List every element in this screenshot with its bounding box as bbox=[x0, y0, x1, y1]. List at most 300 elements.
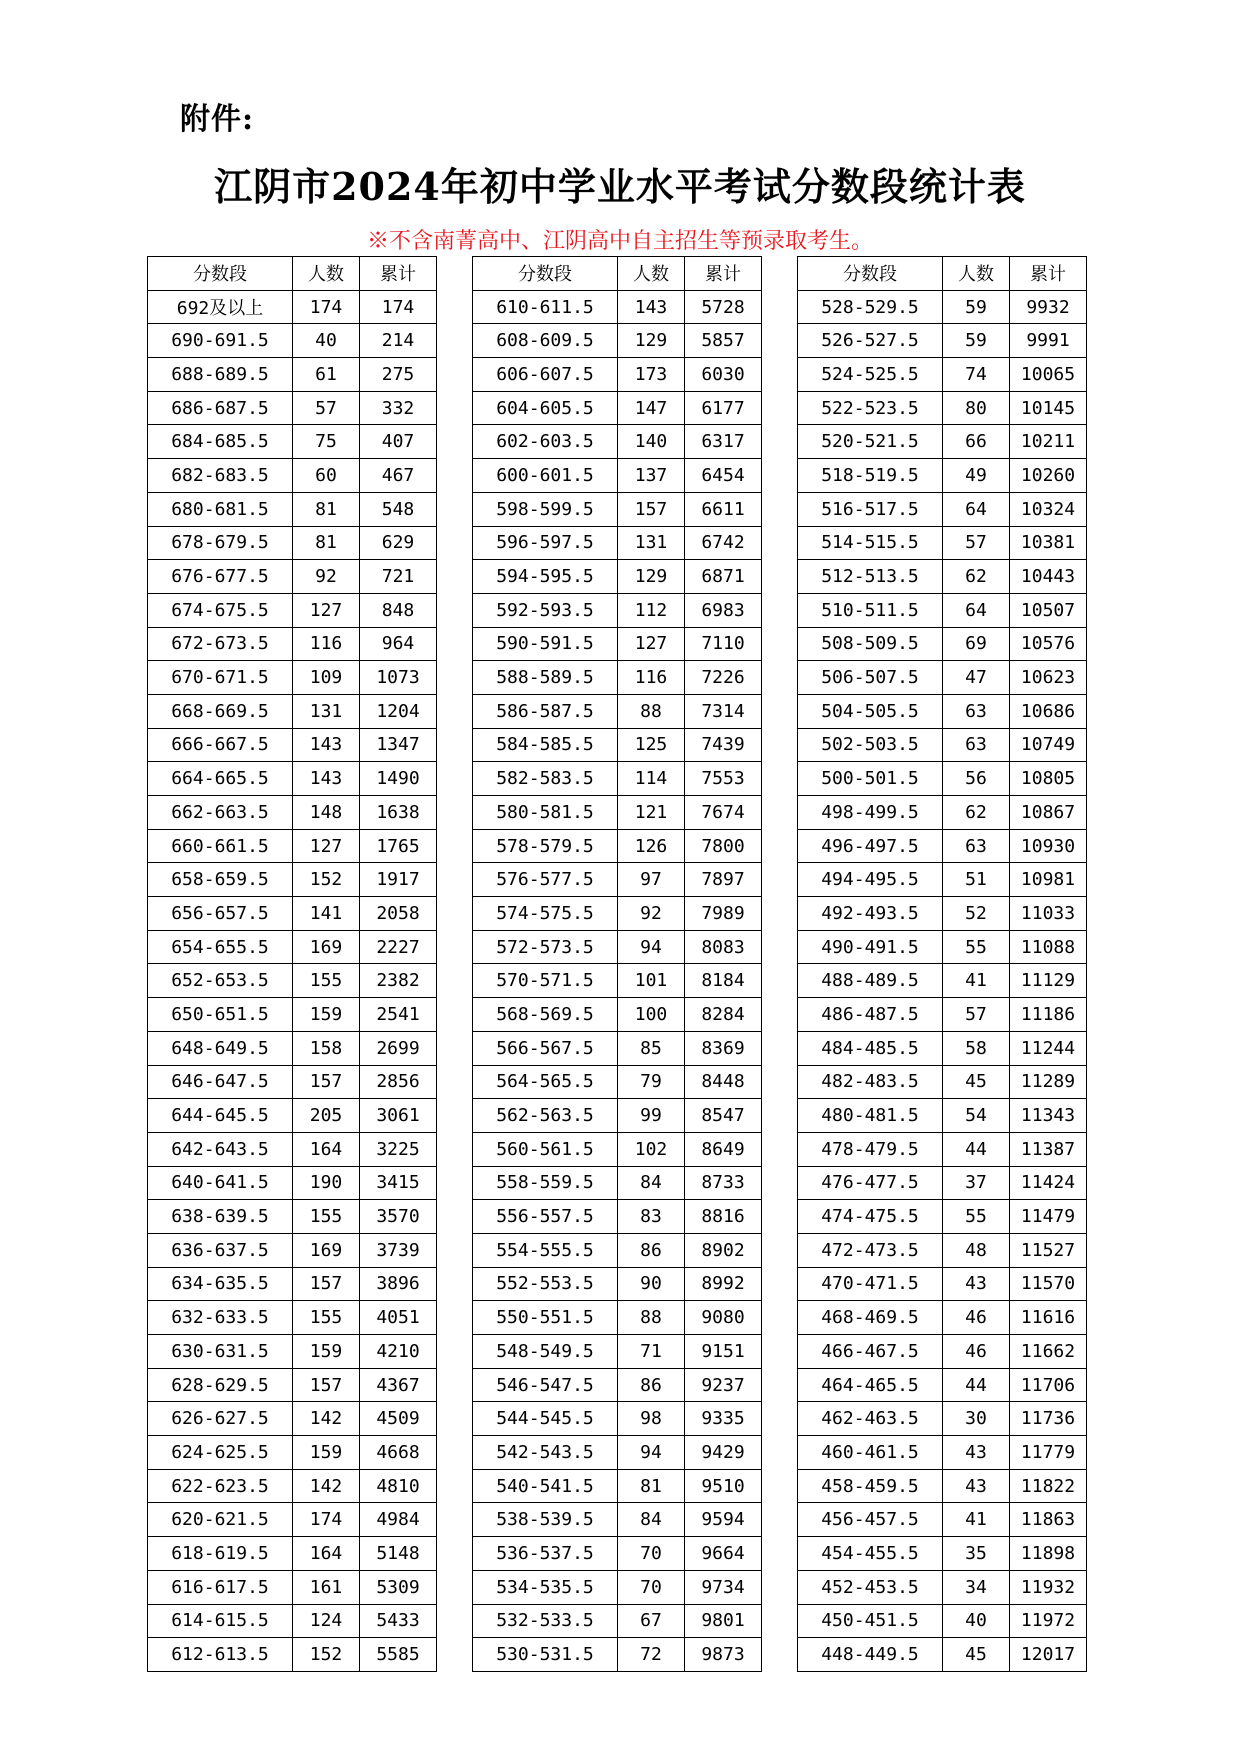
cumulative-cell: 5857 bbox=[685, 324, 762, 358]
table-row bbox=[473, 930, 762, 964]
count-cell: 44 bbox=[943, 1368, 1010, 1402]
table-row bbox=[473, 1436, 762, 1470]
cumulative-cell: 8816 bbox=[685, 1200, 762, 1234]
count-cell: 157 bbox=[618, 492, 685, 526]
table-row bbox=[798, 358, 1087, 392]
cumulative-cell: 11863 bbox=[1010, 1503, 1087, 1537]
table-row bbox=[148, 1099, 437, 1133]
count-cell: 159 bbox=[293, 1436, 360, 1470]
count-cell: 41 bbox=[943, 964, 1010, 998]
cumulative-cell: 6983 bbox=[685, 593, 762, 627]
count-cell: 55 bbox=[943, 930, 1010, 964]
cumulative-cell: 3225 bbox=[360, 1132, 437, 1166]
score-range-cell: 514-515.5 bbox=[798, 526, 943, 560]
table-row bbox=[798, 425, 1087, 459]
cumulative-cell: 11088 bbox=[1010, 930, 1087, 964]
cumulative-cell: 8992 bbox=[685, 1267, 762, 1301]
score-range-cell: 546-547.5 bbox=[473, 1368, 618, 1402]
cumulative-cell: 2382 bbox=[360, 964, 437, 998]
score-range-cell: 482-483.5 bbox=[798, 1065, 943, 1099]
cumulative-cell: 6454 bbox=[685, 459, 762, 493]
cumulative-cell: 10981 bbox=[1010, 863, 1087, 897]
cumulative-cell: 4051 bbox=[360, 1301, 437, 1335]
score-range-cell: 636-637.5 bbox=[148, 1233, 293, 1267]
score-range-cell: 544-545.5 bbox=[473, 1402, 618, 1436]
cumulative-cell: 4984 bbox=[360, 1503, 437, 1537]
count-cell: 140 bbox=[618, 425, 685, 459]
score-range-cell: 488-489.5 bbox=[798, 964, 943, 998]
cumulative-cell: 9510 bbox=[685, 1469, 762, 1503]
table-row bbox=[798, 1638, 1087, 1672]
count-cell: 131 bbox=[293, 694, 360, 728]
cumulative-cell: 7897 bbox=[685, 863, 762, 897]
cumulative-cell: 10381 bbox=[1010, 526, 1087, 560]
count-cell: 81 bbox=[293, 492, 360, 526]
table-row bbox=[148, 897, 437, 931]
cumulative-cell: 8649 bbox=[685, 1132, 762, 1166]
cumulative-cell: 6742 bbox=[685, 526, 762, 560]
count-cell: 174 bbox=[293, 290, 360, 324]
count-cell: 70 bbox=[618, 1537, 685, 1571]
count-cell: 94 bbox=[618, 1436, 685, 1470]
count-cell: 63 bbox=[943, 728, 1010, 762]
table-row bbox=[798, 492, 1087, 526]
score-range-cell: 688-689.5 bbox=[148, 358, 293, 392]
cumulative-cell: 629 bbox=[360, 526, 437, 560]
score-range-cell: 670-671.5 bbox=[148, 661, 293, 695]
score-range-cell: 470-471.5 bbox=[798, 1267, 943, 1301]
table-row bbox=[148, 526, 437, 560]
score-range-cell: 538-539.5 bbox=[473, 1503, 618, 1537]
score-range-cell: 656-657.5 bbox=[148, 897, 293, 931]
count-cell: 86 bbox=[618, 1368, 685, 1402]
score-table-1 bbox=[147, 256, 437, 1672]
table-row bbox=[798, 1031, 1087, 1065]
score-range-cell: 474-475.5 bbox=[798, 1200, 943, 1234]
table-row bbox=[473, 1031, 762, 1065]
cumulative-cell: 10260 bbox=[1010, 459, 1087, 493]
table-row bbox=[148, 1604, 437, 1638]
cumulative-cell: 9932 bbox=[1010, 290, 1087, 324]
table-row bbox=[798, 1604, 1087, 1638]
cumulative-cell: 11570 bbox=[1010, 1267, 1087, 1301]
table-row bbox=[148, 1166, 437, 1200]
table-row bbox=[798, 930, 1087, 964]
score-range-cell: 458-459.5 bbox=[798, 1469, 943, 1503]
table-row bbox=[148, 560, 437, 594]
cumulative-cell: 5148 bbox=[360, 1537, 437, 1571]
count-cell: 127 bbox=[293, 593, 360, 627]
table-row bbox=[473, 1233, 762, 1267]
table-row bbox=[798, 1335, 1087, 1369]
score-range-cell: 540-541.5 bbox=[473, 1469, 618, 1503]
count-cell: 84 bbox=[618, 1503, 685, 1537]
score-range-cell: 648-649.5 bbox=[148, 1031, 293, 1065]
table-row bbox=[473, 1267, 762, 1301]
cumulative-cell: 11616 bbox=[1010, 1301, 1087, 1335]
score-range-cell: 494-495.5 bbox=[798, 863, 943, 897]
table-row bbox=[798, 1402, 1087, 1436]
cumulative-cell: 214 bbox=[360, 324, 437, 358]
table-row bbox=[473, 526, 762, 560]
table-row bbox=[473, 1604, 762, 1638]
cumulative-cell: 9335 bbox=[685, 1402, 762, 1436]
cumulative-cell: 11244 bbox=[1010, 1031, 1087, 1065]
table-row bbox=[798, 1099, 1087, 1133]
cumulative-cell: 3739 bbox=[360, 1233, 437, 1267]
table-row bbox=[798, 1469, 1087, 1503]
count-cell: 88 bbox=[618, 694, 685, 728]
cumulative-cell: 10805 bbox=[1010, 762, 1087, 796]
table-row bbox=[798, 998, 1087, 1032]
table-row bbox=[148, 964, 437, 998]
count-cell: 142 bbox=[293, 1402, 360, 1436]
score-range-cell: 522-523.5 bbox=[798, 391, 943, 425]
table-row bbox=[148, 324, 437, 358]
count-cell: 157 bbox=[293, 1368, 360, 1402]
cumulative-cell: 12017 bbox=[1010, 1638, 1087, 1672]
table-row bbox=[798, 290, 1087, 324]
cumulative-cell: 721 bbox=[360, 560, 437, 594]
score-range-cell: 676-677.5 bbox=[148, 560, 293, 594]
cumulative-cell: 10576 bbox=[1010, 627, 1087, 661]
count-cell: 44 bbox=[943, 1132, 1010, 1166]
count-cell: 63 bbox=[943, 694, 1010, 728]
score-range-cell: 564-565.5 bbox=[473, 1065, 618, 1099]
score-range-cell: 604-605.5 bbox=[473, 391, 618, 425]
table-row bbox=[148, 1402, 437, 1436]
table-row bbox=[473, 998, 762, 1032]
count-cell: 169 bbox=[293, 930, 360, 964]
score-range-cell: 680-681.5 bbox=[148, 492, 293, 526]
cumulative-cell: 10211 bbox=[1010, 425, 1087, 459]
count-cell: 64 bbox=[943, 593, 1010, 627]
score-range-cell: 600-601.5 bbox=[473, 459, 618, 493]
cumulative-cell: 5585 bbox=[360, 1638, 437, 1672]
cumulative-cell: 11424 bbox=[1010, 1166, 1087, 1200]
count-cell: 159 bbox=[293, 998, 360, 1032]
cumulative-cell: 3896 bbox=[360, 1267, 437, 1301]
table-row bbox=[473, 694, 762, 728]
table-row bbox=[473, 829, 762, 863]
table-row bbox=[798, 897, 1087, 931]
table-row bbox=[148, 1537, 437, 1571]
cumulative-cell: 9237 bbox=[685, 1368, 762, 1402]
score-range-cell: 576-577.5 bbox=[473, 863, 618, 897]
score-range-cell: 562-563.5 bbox=[473, 1099, 618, 1133]
count-cell: 124 bbox=[293, 1604, 360, 1638]
table-row bbox=[473, 324, 762, 358]
cumulative-cell: 11527 bbox=[1010, 1233, 1087, 1267]
table-row bbox=[148, 425, 437, 459]
score-range-cell: 614-615.5 bbox=[148, 1604, 293, 1638]
score-range-cell: 472-473.5 bbox=[798, 1233, 943, 1267]
score-range-cell: 624-625.5 bbox=[148, 1436, 293, 1470]
score-range-cell: 652-653.5 bbox=[148, 964, 293, 998]
cumulative-cell: 11186 bbox=[1010, 998, 1087, 1032]
cumulative-cell: 9801 bbox=[685, 1604, 762, 1638]
table-header-row bbox=[148, 257, 437, 291]
cumulative-cell: 7674 bbox=[685, 796, 762, 830]
cumulative-cell: 3061 bbox=[360, 1099, 437, 1133]
score-range-cell: 632-633.5 bbox=[148, 1301, 293, 1335]
count-cell: 129 bbox=[618, 560, 685, 594]
count-cell: 45 bbox=[943, 1638, 1010, 1672]
count-cell: 69 bbox=[943, 627, 1010, 661]
table-row bbox=[798, 459, 1087, 493]
count-cell: 205 bbox=[293, 1099, 360, 1133]
table-row bbox=[798, 1368, 1087, 1402]
score-range-cell: 588-589.5 bbox=[473, 661, 618, 695]
score-range-cell: 550-551.5 bbox=[473, 1301, 618, 1335]
score-range-cell: 582-583.5 bbox=[473, 762, 618, 796]
score-range-cell: 608-609.5 bbox=[473, 324, 618, 358]
score-range-cell: 468-469.5 bbox=[798, 1301, 943, 1335]
table-row bbox=[148, 1503, 437, 1537]
table-row bbox=[148, 998, 437, 1032]
count-cell: 81 bbox=[618, 1469, 685, 1503]
table-row bbox=[473, 1166, 762, 1200]
score-range-cell: 460-461.5 bbox=[798, 1436, 943, 1470]
score-range-cell: 508-509.5 bbox=[798, 627, 943, 661]
score-range-cell: 584-585.5 bbox=[473, 728, 618, 762]
count-cell: 62 bbox=[943, 560, 1010, 594]
score-range-cell: 506-507.5 bbox=[798, 661, 943, 695]
count-cell: 174 bbox=[293, 1503, 360, 1537]
count-cell: 161 bbox=[293, 1570, 360, 1604]
table-row bbox=[473, 1132, 762, 1166]
score-range-cell: 610-611.5 bbox=[473, 290, 618, 324]
count-cell: 155 bbox=[293, 1200, 360, 1234]
score-range-cell: 674-675.5 bbox=[148, 593, 293, 627]
table-row bbox=[798, 1132, 1087, 1166]
cumulative-cell: 964 bbox=[360, 627, 437, 661]
table-row bbox=[148, 796, 437, 830]
cumulative-cell: 11387 bbox=[1010, 1132, 1087, 1166]
cumulative-cell: 5309 bbox=[360, 1570, 437, 1604]
cumulative-cell: 7226 bbox=[685, 661, 762, 695]
cumulative-cell: 10749 bbox=[1010, 728, 1087, 762]
count-cell: 49 bbox=[943, 459, 1010, 493]
table-row bbox=[148, 829, 437, 863]
table-row bbox=[148, 930, 437, 964]
count-cell: 98 bbox=[618, 1402, 685, 1436]
table-row bbox=[798, 1065, 1087, 1099]
cumulative-cell: 11779 bbox=[1010, 1436, 1087, 1470]
cumulative-cell: 3415 bbox=[360, 1166, 437, 1200]
count-cell: 57 bbox=[943, 998, 1010, 1032]
header-count: 人数 bbox=[943, 257, 1010, 291]
count-cell: 71 bbox=[618, 1335, 685, 1369]
table-row bbox=[148, 661, 437, 695]
count-cell: 43 bbox=[943, 1436, 1010, 1470]
count-cell: 141 bbox=[293, 897, 360, 931]
score-range-cell: 448-449.5 bbox=[798, 1638, 943, 1672]
cumulative-cell: 2227 bbox=[360, 930, 437, 964]
cumulative-cell: 174 bbox=[360, 290, 437, 324]
score-range-cell: 528-529.5 bbox=[798, 290, 943, 324]
count-cell: 88 bbox=[618, 1301, 685, 1335]
score-range-cell: 524-525.5 bbox=[798, 358, 943, 392]
cumulative-cell: 1204 bbox=[360, 694, 437, 728]
table-row bbox=[798, 560, 1087, 594]
score-range-cell: 684-685.5 bbox=[148, 425, 293, 459]
count-cell: 90 bbox=[618, 1267, 685, 1301]
cumulative-cell: 5728 bbox=[685, 290, 762, 324]
header-score-range: 分数段 bbox=[798, 257, 943, 291]
table-row bbox=[148, 1132, 437, 1166]
score-range-cell: 626-627.5 bbox=[148, 1402, 293, 1436]
table-row bbox=[148, 358, 437, 392]
score-table-2 bbox=[472, 256, 762, 1672]
table-row bbox=[148, 1570, 437, 1604]
table-row bbox=[148, 1469, 437, 1503]
count-cell: 97 bbox=[618, 863, 685, 897]
count-cell: 127 bbox=[618, 627, 685, 661]
cumulative-cell: 8184 bbox=[685, 964, 762, 998]
table-row bbox=[473, 897, 762, 931]
score-range-cell: 638-639.5 bbox=[148, 1200, 293, 1234]
score-range-cell: 590-591.5 bbox=[473, 627, 618, 661]
table-row bbox=[798, 661, 1087, 695]
count-cell: 92 bbox=[293, 560, 360, 594]
count-cell: 112 bbox=[618, 593, 685, 627]
cumulative-cell: 6317 bbox=[685, 425, 762, 459]
table-row bbox=[798, 1200, 1087, 1234]
count-cell: 85 bbox=[618, 1031, 685, 1065]
table-row bbox=[798, 593, 1087, 627]
cumulative-cell: 3570 bbox=[360, 1200, 437, 1234]
score-range-cell: 620-621.5 bbox=[148, 1503, 293, 1537]
header-cumulative: 累计 bbox=[685, 257, 762, 291]
table-row bbox=[148, 290, 437, 324]
count-cell: 61 bbox=[293, 358, 360, 392]
score-range-cell: 478-479.5 bbox=[798, 1132, 943, 1166]
table-row bbox=[148, 391, 437, 425]
table-row bbox=[798, 391, 1087, 425]
table-row bbox=[798, 829, 1087, 863]
count-cell: 34 bbox=[943, 1570, 1010, 1604]
count-cell: 164 bbox=[293, 1132, 360, 1166]
page-title: 江阴市2024年初中学业水平考试分数段统计表 bbox=[214, 164, 1026, 209]
table-row bbox=[798, 1537, 1087, 1571]
count-cell: 100 bbox=[618, 998, 685, 1032]
count-cell: 48 bbox=[943, 1233, 1010, 1267]
cumulative-cell: 8448 bbox=[685, 1065, 762, 1099]
count-cell: 54 bbox=[943, 1099, 1010, 1133]
score-range-cell: 660-661.5 bbox=[148, 829, 293, 863]
score-range-cell: 594-595.5 bbox=[473, 560, 618, 594]
score-range-cell: 628-629.5 bbox=[148, 1368, 293, 1402]
cumulative-cell: 548 bbox=[360, 492, 437, 526]
count-cell: 58 bbox=[943, 1031, 1010, 1065]
count-cell: 157 bbox=[293, 1065, 360, 1099]
count-cell: 56 bbox=[943, 762, 1010, 796]
count-cell: 46 bbox=[943, 1301, 1010, 1335]
count-cell: 67 bbox=[618, 1604, 685, 1638]
count-cell: 190 bbox=[293, 1166, 360, 1200]
score-range-cell: 646-647.5 bbox=[148, 1065, 293, 1099]
count-cell: 75 bbox=[293, 425, 360, 459]
score-range-cell: 616-617.5 bbox=[148, 1570, 293, 1604]
cumulative-cell: 8284 bbox=[685, 998, 762, 1032]
cumulative-cell: 10930 bbox=[1010, 829, 1087, 863]
cumulative-cell: 7110 bbox=[685, 627, 762, 661]
cumulative-cell: 1917 bbox=[360, 863, 437, 897]
cumulative-cell: 6871 bbox=[685, 560, 762, 594]
table-row bbox=[148, 593, 437, 627]
cumulative-cell: 9151 bbox=[685, 1335, 762, 1369]
cumulative-cell: 9991 bbox=[1010, 324, 1087, 358]
table-row bbox=[148, 627, 437, 661]
cumulative-cell: 2699 bbox=[360, 1031, 437, 1065]
table-row bbox=[473, 1335, 762, 1369]
count-cell: 80 bbox=[943, 391, 1010, 425]
score-range-cell: 606-607.5 bbox=[473, 358, 618, 392]
score-range-cell: 560-561.5 bbox=[473, 1132, 618, 1166]
cumulative-cell: 10507 bbox=[1010, 593, 1087, 627]
table-row bbox=[148, 1436, 437, 1470]
score-range-cell: 530-531.5 bbox=[473, 1638, 618, 1672]
count-cell: 142 bbox=[293, 1469, 360, 1503]
count-cell: 59 bbox=[943, 290, 1010, 324]
table-row bbox=[798, 1267, 1087, 1301]
cumulative-cell: 11932 bbox=[1010, 1570, 1087, 1604]
score-range-cell: 534-535.5 bbox=[473, 1570, 618, 1604]
cumulative-cell: 1073 bbox=[360, 661, 437, 695]
cumulative-cell: 5433 bbox=[360, 1604, 437, 1638]
score-range-cell: 578-579.5 bbox=[473, 829, 618, 863]
table-row bbox=[798, 1166, 1087, 1200]
score-range-cell: 672-673.5 bbox=[148, 627, 293, 661]
cumulative-cell: 4668 bbox=[360, 1436, 437, 1470]
score-range-cell: 686-687.5 bbox=[148, 391, 293, 425]
score-range-cell: 498-499.5 bbox=[798, 796, 943, 830]
score-range-cell: 454-455.5 bbox=[798, 1537, 943, 1571]
score-range-cell: 510-511.5 bbox=[798, 593, 943, 627]
score-table-3 bbox=[797, 256, 1087, 1672]
score-range-cell: 512-513.5 bbox=[798, 560, 943, 594]
count-cell: 137 bbox=[618, 459, 685, 493]
cumulative-cell: 9734 bbox=[685, 1570, 762, 1604]
score-range-cell: 690-691.5 bbox=[148, 324, 293, 358]
score-range-cell: 480-481.5 bbox=[798, 1099, 943, 1133]
count-cell: 116 bbox=[293, 627, 360, 661]
score-range-cell: 504-505.5 bbox=[798, 694, 943, 728]
score-range-cell: 642-643.5 bbox=[148, 1132, 293, 1166]
count-cell: 57 bbox=[293, 391, 360, 425]
table-row bbox=[473, 459, 762, 493]
score-range-cell: 580-581.5 bbox=[473, 796, 618, 830]
score-range-cell: 484-485.5 bbox=[798, 1031, 943, 1065]
count-cell: 94 bbox=[618, 930, 685, 964]
score-range-cell: 552-553.5 bbox=[473, 1267, 618, 1301]
count-cell: 101 bbox=[618, 964, 685, 998]
score-range-cell: 666-667.5 bbox=[148, 728, 293, 762]
count-cell: 55 bbox=[943, 1200, 1010, 1234]
count-cell: 147 bbox=[618, 391, 685, 425]
cumulative-cell: 10867 bbox=[1010, 796, 1087, 830]
table-row bbox=[148, 863, 437, 897]
count-cell: 173 bbox=[618, 358, 685, 392]
count-cell: 158 bbox=[293, 1031, 360, 1065]
cumulative-cell: 4509 bbox=[360, 1402, 437, 1436]
count-cell: 70 bbox=[618, 1570, 685, 1604]
count-cell: 57 bbox=[943, 526, 1010, 560]
cumulative-cell: 6611 bbox=[685, 492, 762, 526]
cumulative-cell: 9080 bbox=[685, 1301, 762, 1335]
cumulative-cell: 1490 bbox=[360, 762, 437, 796]
